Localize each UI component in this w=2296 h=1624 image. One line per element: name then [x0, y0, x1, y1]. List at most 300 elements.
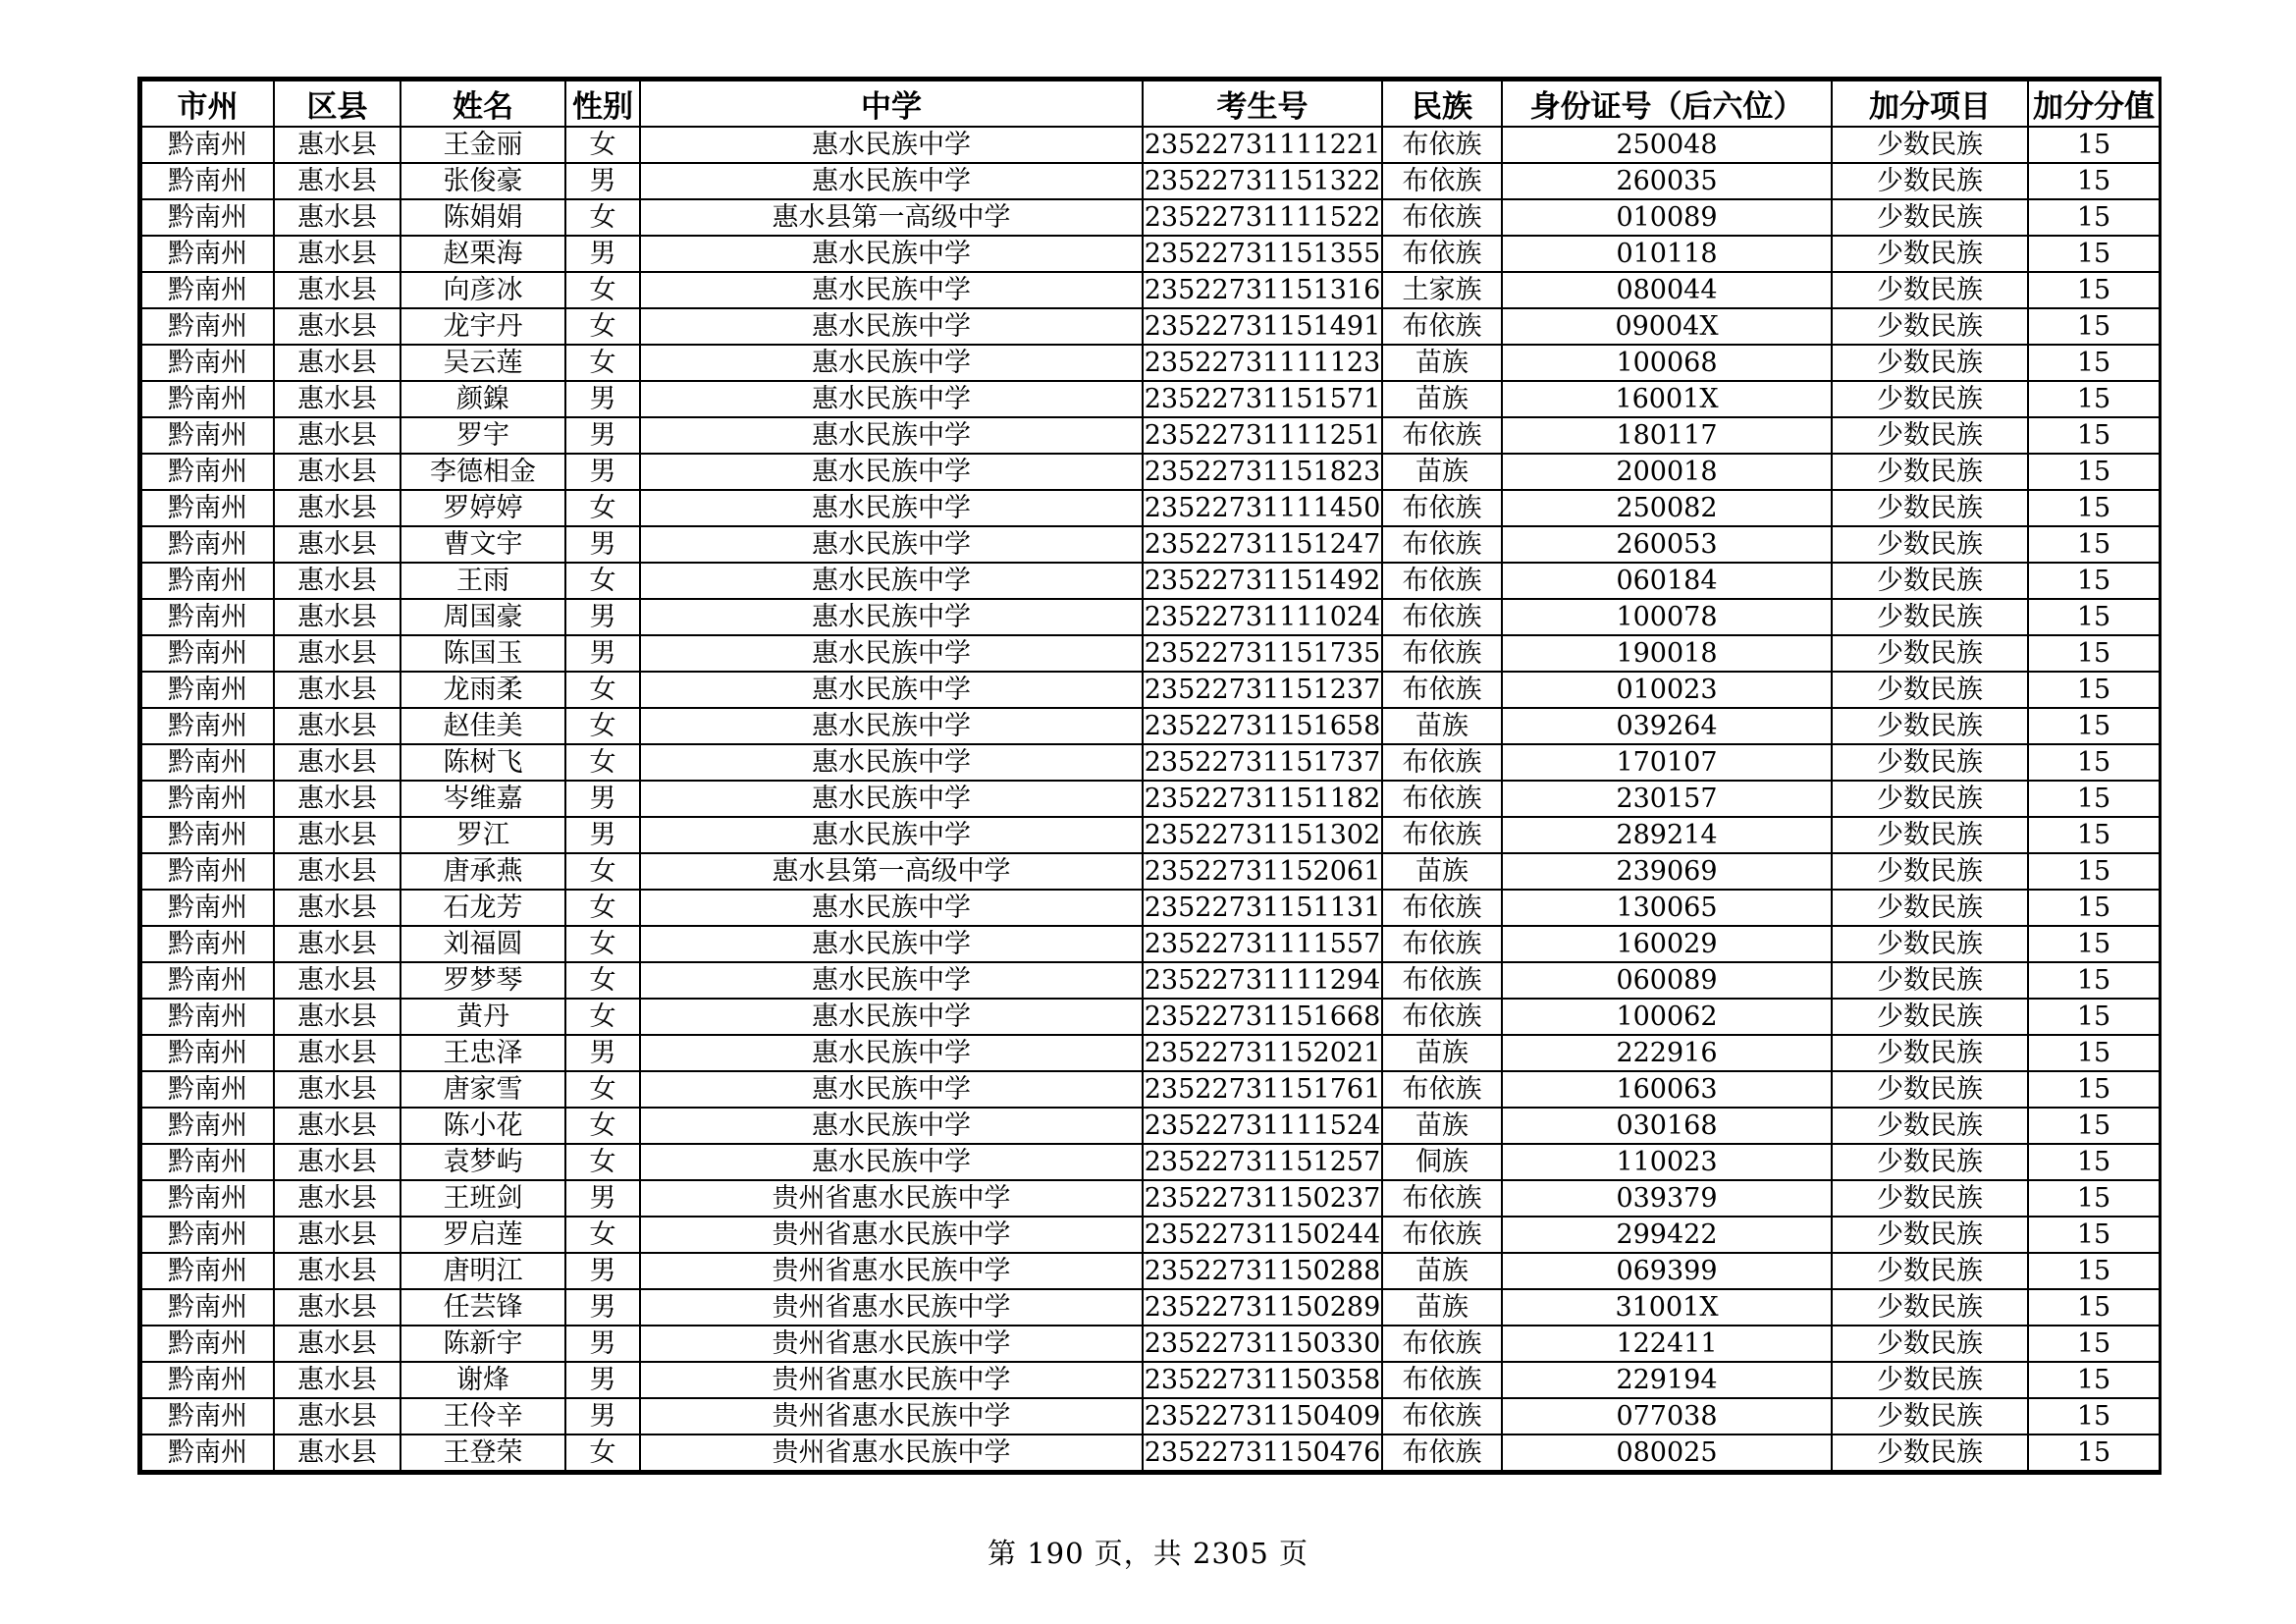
cell-ethnicity: 布依族 — [1382, 490, 1502, 526]
cell-id-suffix: 130065 — [1502, 890, 1832, 926]
cell-bonus-score: 15 — [2028, 708, 2160, 744]
cell-name: 罗江 — [400, 817, 565, 853]
cell-ethnicity: 苗族 — [1382, 381, 1502, 417]
cell-gender: 女 — [565, 672, 640, 708]
table-row — [141, 345, 2160, 381]
cell-bonus-score: 15 — [2028, 1253, 2160, 1289]
cell-ethnicity: 苗族 — [1382, 1289, 1502, 1326]
cell-bonus-score: 15 — [2028, 199, 2160, 236]
cell-ethnicity: 布依族 — [1382, 308, 1502, 345]
table-row — [141, 563, 2160, 599]
cell-name: 石龙芳 — [400, 890, 565, 926]
column-header-bonus-score: 加分分值 — [2028, 81, 2160, 127]
cell-county: 惠水县 — [274, 272, 400, 308]
table-row — [141, 744, 2160, 781]
cell-gender: 男 — [565, 1398, 640, 1435]
table-row — [141, 526, 2160, 563]
cell-city: 黔南州 — [141, 926, 274, 962]
cell-school: 惠水民族中学 — [640, 345, 1143, 381]
cell-gender: 女 — [565, 1435, 640, 1471]
cell-bonus-score: 15 — [2028, 417, 2160, 454]
cell-bonus-item: 少数民族 — [1832, 1435, 2028, 1471]
cell-bonus-score: 15 — [2028, 1108, 2160, 1144]
cell-id-suffix: 010023 — [1502, 672, 1832, 708]
cell-school: 惠水民族中学 — [640, 635, 1143, 672]
cell-id-suffix: 100068 — [1502, 345, 1832, 381]
cell-name: 王金丽 — [400, 127, 565, 163]
cell-school: 惠水民族中学 — [640, 490, 1143, 526]
cell-gender: 男 — [565, 454, 640, 490]
table-row — [141, 199, 2160, 236]
page-number-footer: 第 190 页，共 2305 页 — [987, 1537, 1309, 1570]
cell-bonus-score: 15 — [2028, 890, 2160, 926]
cell-id-suffix: 100062 — [1502, 999, 1832, 1035]
cell-bonus-item: 少数民族 — [1832, 1035, 2028, 1071]
cell-exam-number: 23522731151257 — [1143, 1144, 1382, 1180]
cell-county: 惠水县 — [274, 1108, 400, 1144]
cell-name: 龙雨柔 — [400, 672, 565, 708]
cell-ethnicity: 布依族 — [1382, 236, 1502, 272]
cell-city: 黔南州 — [141, 526, 274, 563]
cell-bonus-score: 15 — [2028, 672, 2160, 708]
cell-exam-number: 23522731151491 — [1143, 308, 1382, 345]
cell-name: 张俊豪 — [400, 163, 565, 199]
cell-bonus-item: 少数民族 — [1832, 962, 2028, 999]
cell-gender: 男 — [565, 781, 640, 817]
cell-county: 惠水县 — [274, 672, 400, 708]
table-row — [141, 817, 2160, 853]
cell-city: 黔南州 — [141, 272, 274, 308]
table-row — [141, 163, 2160, 199]
cell-county: 惠水县 — [274, 1398, 400, 1435]
cell-gender: 男 — [565, 417, 640, 454]
cell-gender: 男 — [565, 635, 640, 672]
cell-city: 黔南州 — [141, 236, 274, 272]
cell-gender: 女 — [565, 1144, 640, 1180]
cell-county: 惠水县 — [274, 1326, 400, 1362]
cell-bonus-score: 15 — [2028, 1362, 2160, 1398]
cell-county: 惠水县 — [274, 163, 400, 199]
cell-id-suffix: 100078 — [1502, 599, 1832, 635]
cell-exam-number: 23522731151492 — [1143, 563, 1382, 599]
cell-city: 黔南州 — [141, 199, 274, 236]
cell-bonus-item: 少数民族 — [1832, 1289, 2028, 1326]
cell-school: 惠水民族中学 — [640, 236, 1143, 272]
cell-ethnicity: 布依族 — [1382, 599, 1502, 635]
cell-bonus-item: 少数民族 — [1832, 999, 2028, 1035]
column-header-ethnicity: 民族 — [1382, 81, 1502, 127]
cell-bonus-score: 15 — [2028, 781, 2160, 817]
cell-name: 吴云莲 — [400, 345, 565, 381]
table-row — [141, 381, 2160, 417]
cell-exam-number: 23522731111522 — [1143, 199, 1382, 236]
cell-gender: 男 — [565, 599, 640, 635]
cell-exam-number: 23522731152021 — [1143, 1035, 1382, 1071]
cell-bonus-score: 15 — [2028, 1035, 2160, 1071]
cell-bonus-item: 少数民族 — [1832, 781, 2028, 817]
cell-bonus-item: 少数民族 — [1832, 199, 2028, 236]
table-row — [141, 672, 2160, 708]
cell-gender: 男 — [565, 1180, 640, 1217]
cell-gender: 女 — [565, 708, 640, 744]
cell-gender: 男 — [565, 1289, 640, 1326]
cell-county: 惠水县 — [274, 999, 400, 1035]
cell-id-suffix: 030168 — [1502, 1108, 1832, 1144]
cell-school: 惠水县第一高级中学 — [640, 853, 1143, 890]
cell-name: 向彦冰 — [400, 272, 565, 308]
cell-id-suffix: 080025 — [1502, 1435, 1832, 1471]
cell-gender: 女 — [565, 853, 640, 890]
table-row — [141, 781, 2160, 817]
cell-gender: 女 — [565, 890, 640, 926]
cell-name: 任芸锋 — [400, 1289, 565, 1326]
cell-school: 惠水民族中学 — [640, 526, 1143, 563]
cell-school: 惠水民族中学 — [640, 708, 1143, 744]
cell-school: 惠水民族中学 — [640, 381, 1143, 417]
cell-bonus-item: 少数民族 — [1832, 127, 2028, 163]
column-header-name: 姓名 — [400, 81, 565, 127]
cell-ethnicity: 苗族 — [1382, 1108, 1502, 1144]
cell-exam-number: 23522731151355 — [1143, 236, 1382, 272]
cell-id-suffix: 110023 — [1502, 1144, 1832, 1180]
cell-school: 惠水民族中学 — [640, 962, 1143, 999]
cell-id-suffix: 069399 — [1502, 1253, 1832, 1289]
score-bonus-table — [140, 80, 2161, 1472]
cell-id-suffix: 160029 — [1502, 926, 1832, 962]
cell-bonus-score: 15 — [2028, 599, 2160, 635]
cell-bonus-item: 少数民族 — [1832, 708, 2028, 744]
cell-county: 惠水县 — [274, 962, 400, 999]
table-row — [141, 417, 2160, 454]
cell-bonus-score: 15 — [2028, 817, 2160, 853]
cell-bonus-item: 少数民族 — [1832, 599, 2028, 635]
cell-id-suffix: 039264 — [1502, 708, 1832, 744]
cell-ethnicity: 布依族 — [1382, 635, 1502, 672]
cell-school: 惠水民族中学 — [640, 781, 1143, 817]
cell-county: 惠水县 — [274, 1217, 400, 1253]
cell-bonus-score: 15 — [2028, 999, 2160, 1035]
cell-city: 黔南州 — [141, 381, 274, 417]
cell-bonus-score: 15 — [2028, 1326, 2160, 1362]
cell-id-suffix: 16001X — [1502, 381, 1832, 417]
cell-ethnicity: 布依族 — [1382, 199, 1502, 236]
cell-school: 惠水民族中学 — [640, 454, 1143, 490]
column-header-id-suffix: 身份证号（后六位） — [1502, 81, 1832, 127]
cell-city: 黔南州 — [141, 1108, 274, 1144]
cell-city: 黔南州 — [141, 708, 274, 744]
cell-bonus-item: 少数民族 — [1832, 236, 2028, 272]
cell-bonus-score: 15 — [2028, 272, 2160, 308]
cell-name: 陈树飞 — [400, 744, 565, 781]
cell-name: 赵佳美 — [400, 708, 565, 744]
cell-city: 黔南州 — [141, 1071, 274, 1108]
cell-bonus-item: 少数民族 — [1832, 926, 2028, 962]
cell-ethnicity: 布依族 — [1382, 962, 1502, 999]
cell-name: 黄丹 — [400, 999, 565, 1035]
cell-city: 黔南州 — [141, 1289, 274, 1326]
cell-exam-number: 23522731111557 — [1143, 926, 1382, 962]
cell-id-suffix: 010089 — [1502, 199, 1832, 236]
cell-exam-number: 23522731111450 — [1143, 490, 1382, 526]
cell-bonus-score: 15 — [2028, 163, 2160, 199]
cell-gender: 男 — [565, 1035, 640, 1071]
cell-bonus-score: 15 — [2028, 1071, 2160, 1108]
cell-bonus-score: 15 — [2028, 744, 2160, 781]
cell-school: 惠水民族中学 — [640, 308, 1143, 345]
cell-bonus-score: 15 — [2028, 926, 2160, 962]
cell-exam-number: 23522731150289 — [1143, 1289, 1382, 1326]
cell-exam-number: 23522731151182 — [1143, 781, 1382, 817]
cell-county: 惠水县 — [274, 1144, 400, 1180]
table-row — [141, 708, 2160, 744]
cell-gender: 女 — [565, 345, 640, 381]
cell-bonus-score: 15 — [2028, 1217, 2160, 1253]
cell-ethnicity: 布依族 — [1382, 672, 1502, 708]
cell-school: 惠水县第一高级中学 — [640, 199, 1143, 236]
cell-county: 惠水县 — [274, 417, 400, 454]
cell-bonus-score: 15 — [2028, 1398, 2160, 1435]
cell-id-suffix: 170107 — [1502, 744, 1832, 781]
cell-gender: 女 — [565, 272, 640, 308]
cell-name: 王伶辛 — [400, 1398, 565, 1435]
cell-name: 谢烽 — [400, 1362, 565, 1398]
table-row — [141, 1326, 2160, 1362]
column-header-school: 中学 — [640, 81, 1143, 127]
cell-id-suffix: 060089 — [1502, 962, 1832, 999]
cell-school: 惠水民族中学 — [640, 163, 1143, 199]
cell-exam-number: 23522731151131 — [1143, 890, 1382, 926]
cell-exam-number: 23522731150358 — [1143, 1362, 1382, 1398]
cell-county: 惠水县 — [274, 926, 400, 962]
table-row — [141, 1071, 2160, 1108]
cell-ethnicity: 布依族 — [1382, 890, 1502, 926]
cell-bonus-item: 少数民族 — [1832, 1253, 2028, 1289]
table-row — [141, 926, 2160, 962]
cell-exam-number: 23522731151737 — [1143, 744, 1382, 781]
table-row — [141, 127, 2160, 163]
cell-exam-number: 23522731151237 — [1143, 672, 1382, 708]
cell-name: 王登荣 — [400, 1435, 565, 1471]
cell-name: 罗梦琴 — [400, 962, 565, 999]
cell-ethnicity: 苗族 — [1382, 1035, 1502, 1071]
table-row — [141, 999, 2160, 1035]
cell-exam-number: 23522731150409 — [1143, 1398, 1382, 1435]
cell-school: 惠水民族中学 — [640, 417, 1143, 454]
cell-gender: 男 — [565, 236, 640, 272]
cell-exam-number: 23522731150288 — [1143, 1253, 1382, 1289]
cell-city: 黔南州 — [141, 962, 274, 999]
cell-name: 李德相金 — [400, 454, 565, 490]
cell-id-suffix: 200018 — [1502, 454, 1832, 490]
cell-county: 惠水县 — [274, 454, 400, 490]
cell-name: 颜鎳 — [400, 381, 565, 417]
cell-gender: 女 — [565, 127, 640, 163]
cell-exam-number: 23522731111123 — [1143, 345, 1382, 381]
cell-id-suffix: 222916 — [1502, 1035, 1832, 1071]
cell-name: 陈小花 — [400, 1108, 565, 1144]
cell-city: 黔南州 — [141, 127, 274, 163]
cell-bonus-score: 15 — [2028, 236, 2160, 272]
table-row — [141, 236, 2160, 272]
cell-id-suffix: 260053 — [1502, 526, 1832, 563]
table-row — [141, 599, 2160, 635]
cell-school: 贵州省惠水民族中学 — [640, 1362, 1143, 1398]
cell-school: 贵州省惠水民族中学 — [640, 1217, 1143, 1253]
cell-name: 周国豪 — [400, 599, 565, 635]
cell-bonus-item: 少数民族 — [1832, 381, 2028, 417]
cell-city: 黔南州 — [141, 454, 274, 490]
cell-gender: 男 — [565, 1326, 640, 1362]
cell-bonus-item: 少数民族 — [1832, 272, 2028, 308]
cell-bonus-item: 少数民族 — [1832, 1180, 2028, 1217]
cell-county: 惠水县 — [274, 526, 400, 563]
cell-bonus-score: 15 — [2028, 563, 2160, 599]
cell-school: 惠水民族中学 — [640, 563, 1143, 599]
cell-bonus-item: 少数民族 — [1832, 563, 2028, 599]
cell-bonus-item: 少数民族 — [1832, 1362, 2028, 1398]
cell-county: 惠水县 — [274, 1035, 400, 1071]
cell-name: 王忠泽 — [400, 1035, 565, 1071]
column-header-county: 区县 — [274, 81, 400, 127]
cell-id-suffix: 160063 — [1502, 1071, 1832, 1108]
cell-id-suffix: 190018 — [1502, 635, 1832, 672]
cell-city: 黔南州 — [141, 563, 274, 599]
cell-name: 陈新宇 — [400, 1326, 565, 1362]
cell-exam-number: 23522731152061 — [1143, 853, 1382, 890]
cell-id-suffix: 060184 — [1502, 563, 1832, 599]
cell-bonus-item: 少数民族 — [1832, 744, 2028, 781]
cell-id-suffix: 080044 — [1502, 272, 1832, 308]
cell-bonus-score: 15 — [2028, 1289, 2160, 1326]
cell-bonus-item: 少数民族 — [1832, 454, 2028, 490]
cell-bonus-score: 15 — [2028, 1144, 2160, 1180]
cell-exam-number: 23522731151658 — [1143, 708, 1382, 744]
cell-school: 惠水民族中学 — [640, 817, 1143, 853]
table-row — [141, 1289, 2160, 1326]
cell-exam-number: 23522731111221 — [1143, 127, 1382, 163]
cell-exam-number: 23522731151302 — [1143, 817, 1382, 853]
table-row — [141, 635, 2160, 672]
cell-gender: 男 — [565, 1253, 640, 1289]
cell-exam-number: 23522731111024 — [1143, 599, 1382, 635]
table-row — [141, 454, 2160, 490]
cell-gender: 女 — [565, 199, 640, 236]
cell-bonus-item: 少数民族 — [1832, 417, 2028, 454]
cell-ethnicity: 布依族 — [1382, 1180, 1502, 1217]
cell-school: 贵州省惠水民族中学 — [640, 1398, 1143, 1435]
column-header-city: 市州 — [141, 81, 274, 127]
cell-bonus-item: 少数民族 — [1832, 490, 2028, 526]
cell-name: 龙宇丹 — [400, 308, 565, 345]
cell-county: 惠水县 — [274, 308, 400, 345]
cell-exam-number: 23522731151571 — [1143, 381, 1382, 417]
cell-id-suffix: 239069 — [1502, 853, 1832, 890]
cell-id-suffix: 31001X — [1502, 1289, 1832, 1326]
cell-name: 岑维嘉 — [400, 781, 565, 817]
cell-exam-number: 23522731151322 — [1143, 163, 1382, 199]
cell-county: 惠水县 — [274, 1071, 400, 1108]
cell-name: 陈娟娟 — [400, 199, 565, 236]
cell-exam-number: 23522731150330 — [1143, 1326, 1382, 1362]
cell-county: 惠水县 — [274, 563, 400, 599]
cell-bonus-item: 少数民族 — [1832, 1217, 2028, 1253]
cell-school: 惠水民族中学 — [640, 672, 1143, 708]
table-row — [141, 1180, 2160, 1217]
cell-bonus-item: 少数民族 — [1832, 308, 2028, 345]
cell-name: 王雨 — [400, 563, 565, 599]
cell-school: 贵州省惠水民族中学 — [640, 1326, 1143, 1362]
cell-bonus-item: 少数民族 — [1832, 1144, 2028, 1180]
cell-id-suffix: 289214 — [1502, 817, 1832, 853]
cell-bonus-score: 15 — [2028, 308, 2160, 345]
cell-county: 惠水县 — [274, 1253, 400, 1289]
cell-city: 黔南州 — [141, 490, 274, 526]
cell-city: 黔南州 — [141, 999, 274, 1035]
cell-school: 惠水民族中学 — [640, 272, 1143, 308]
cell-bonus-item: 少数民族 — [1832, 1326, 2028, 1362]
cell-school: 惠水民族中学 — [640, 127, 1143, 163]
cell-id-suffix: 250048 — [1502, 127, 1832, 163]
cell-county: 惠水县 — [274, 345, 400, 381]
cell-exam-number: 23522731151761 — [1143, 1071, 1382, 1108]
cell-city: 黔南州 — [141, 672, 274, 708]
column-header-gender: 性别 — [565, 81, 640, 127]
table-row — [141, 890, 2160, 926]
column-header-bonus-item: 加分项目 — [1832, 81, 2028, 127]
table-row — [141, 490, 2160, 526]
cell-id-suffix: 299422 — [1502, 1217, 1832, 1253]
cell-bonus-item: 少数民族 — [1832, 853, 2028, 890]
cell-name: 曹文宇 — [400, 526, 565, 563]
cell-school: 惠水民族中学 — [640, 1144, 1143, 1180]
cell-city: 黔南州 — [141, 635, 274, 672]
cell-name: 唐家雪 — [400, 1071, 565, 1108]
cell-school: 贵州省惠水民族中学 — [640, 1253, 1143, 1289]
cell-gender: 女 — [565, 1108, 640, 1144]
cell-bonus-score: 15 — [2028, 454, 2160, 490]
cell-county: 惠水县 — [274, 199, 400, 236]
cell-school: 惠水民族中学 — [640, 926, 1143, 962]
cell-gender: 男 — [565, 817, 640, 853]
table-row — [141, 1217, 2160, 1253]
cell-city: 黔南州 — [141, 744, 274, 781]
cell-city: 黔南州 — [141, 817, 274, 853]
cell-city: 黔南州 — [141, 890, 274, 926]
cell-id-suffix: 09004X — [1502, 308, 1832, 345]
cell-ethnicity: 布依族 — [1382, 1362, 1502, 1398]
cell-bonus-item: 少数民族 — [1832, 635, 2028, 672]
cell-bonus-item: 少数民族 — [1832, 672, 2028, 708]
cell-bonus-item: 少数民族 — [1832, 817, 2028, 853]
cell-ethnicity: 布依族 — [1382, 1398, 1502, 1435]
cell-ethnicity: 布依族 — [1382, 999, 1502, 1035]
cell-exam-number: 23522731151247 — [1143, 526, 1382, 563]
cell-school: 惠水民族中学 — [640, 599, 1143, 635]
cell-city: 黔南州 — [141, 345, 274, 381]
table-row — [141, 272, 2160, 308]
table-row — [141, 853, 2160, 890]
cell-bonus-score: 15 — [2028, 345, 2160, 381]
cell-school: 惠水民族中学 — [640, 744, 1143, 781]
cell-name: 陈国玉 — [400, 635, 565, 672]
cell-city: 黔南州 — [141, 308, 274, 345]
cell-county: 惠水县 — [274, 1435, 400, 1471]
cell-school: 惠水民族中学 — [640, 1071, 1143, 1108]
cell-name: 赵栗海 — [400, 236, 565, 272]
cell-county: 惠水县 — [274, 1362, 400, 1398]
cell-school: 惠水民族中学 — [640, 890, 1143, 926]
cell-gender: 女 — [565, 999, 640, 1035]
